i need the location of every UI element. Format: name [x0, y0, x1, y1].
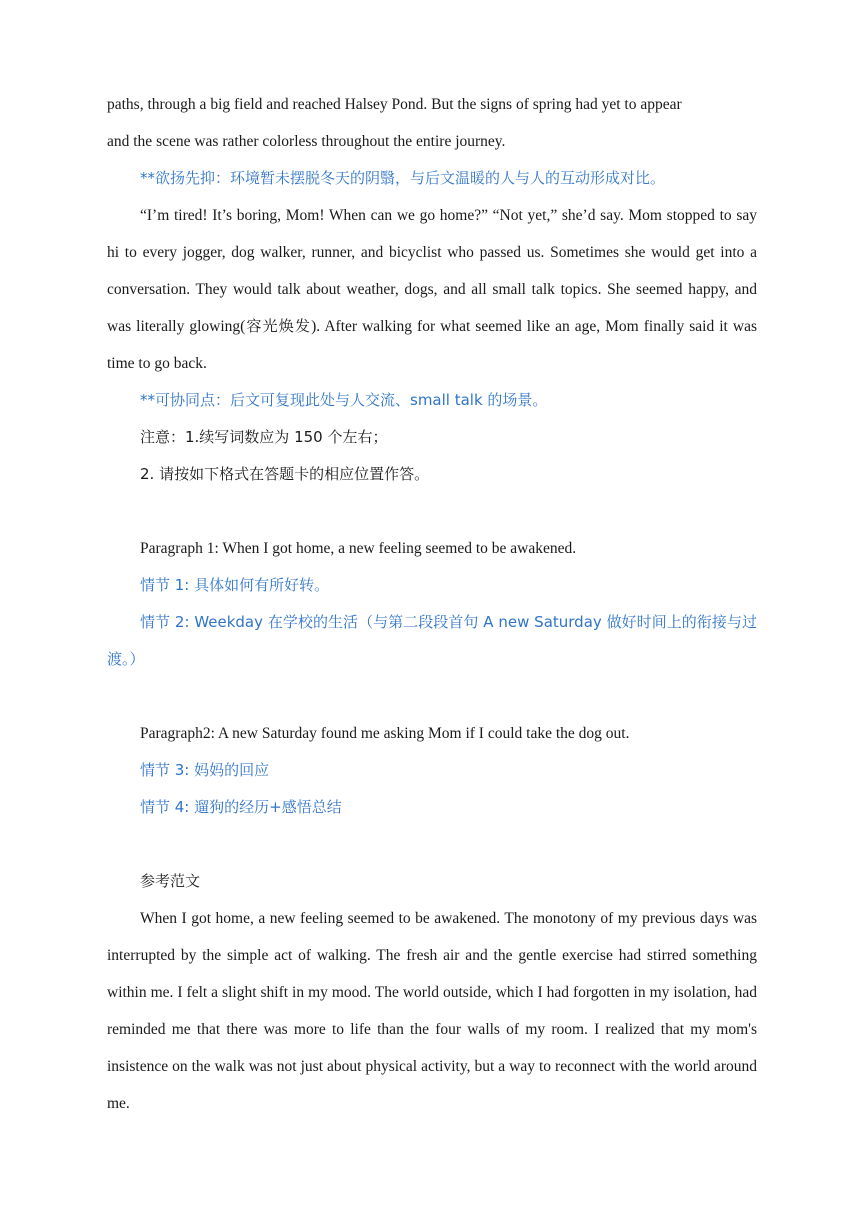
story-line-2: and the scene was rather colorless throughout the entire journey. [107, 133, 506, 150]
plot-point-1: 情节 1: 具体如何有所好转。 [140, 576, 330, 594]
story-line-1: paths, through a big field and reached Halsey Pond. But the signs of spring had yet to appear [107, 96, 682, 113]
plot-point-3: 情节 3: 妈妈的回应 [140, 761, 270, 779]
document-page [107, 86, 757, 1122]
dialogue-text-before: “I’m tired! It’s boring, Mom! When can we go home?” “Not yet,” she’d say. Mom stopped to say hi to every jogger, dog walker, runner, and bicyclist who passed us. Sometimes she would get into a conversation. They would talk about weather, dogs, and all small talk topics. She seemed happy, and was literally glowing( [107, 207, 757, 335]
story-continuation-paragraph [107, 86, 757, 160]
plot-point-4: 情节 4: 遛狗的经历+感悟总结 [140, 798, 342, 816]
annotation-contrast-note: **欲扬先抑：环境暂未摆脱冬天的阴翳，与后文温暖的人与人的互动形成对比。 [140, 169, 666, 187]
chinese-gloss: 容光焕发 [245, 317, 312, 335]
sample-essay-heading: 参考范文 [140, 872, 201, 890]
story-dialogue-paragraph [107, 197, 757, 382]
instruction-word-count: 注意：1.续写词数应为 150 个左右； [140, 428, 388, 446]
sample-essay-body: When I got home, a new feeling seemed to be awakened. The monotony of my previous days was interrupted by the simple act of walking. The fresh air and the gentle exercise had stirred something within me. I felt a slight shift in my mood. The world outside, which I had forgotten in my isolation, had reminded me that there was more to life than the four walls of my room. I realized that my mom's insistence on the walk was not just about physical activity, but a way to reconnect with the world around me. [107, 910, 757, 1112]
plot-point-2: 情节 2: Weekday 在学校的生活（与第二段段首句 A new Saturday 做好时间上的衔接与过渡。） [107, 613, 757, 668]
paragraph-1-prompt: Paragraph 1: When I got home, a new feeling seemed to be awakened. [140, 540, 577, 557]
instruction-format: 2. 请按如下格式在答题卡的相应位置作答。 [140, 465, 430, 483]
annotation-coordination-note: **可协同点：后文可复现此处与人交流、small talk 的场景。 [140, 391, 548, 409]
paragraph-2-prompt: Paragraph2: A new Saturday found me asking Mom if I could take the dog out. [140, 725, 630, 742]
dialogue-text-after: ). After walking for what seemed like an age, Mom finally said it was time to go back. [107, 318, 757, 372]
